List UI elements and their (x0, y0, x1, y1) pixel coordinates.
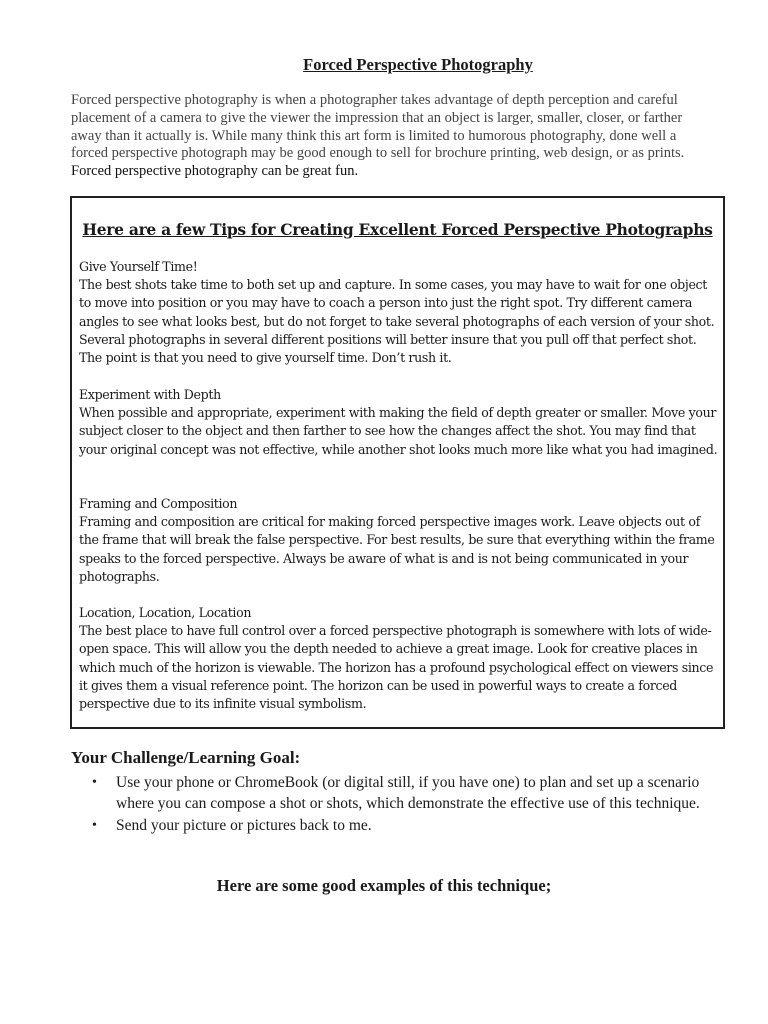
tip-body: The best place to have full control over a forced perspective photograph is somewhere with lots of wide-open space. This will allow you the depth needed to achieve a great image. Look for creative places in which much of the horizon is viewable. The horizon has a profound psychological effect on viewers since it gives them a visual reference point. The horizon can be used in powerful ways to create a forced perspective due to its infinite visual symbolism. (79, 623, 714, 712)
tip-title: Experiment with Depth (79, 387, 221, 402)
tip-body: Framing and composition are critical for making forced perspective images work. Leave objects out of the frame that will break the false perspective. For best results, be sure that everything within the frame speaks to the forced perspective. Always be aware of what is and is not being communicated in your photographs. (79, 514, 715, 584)
tip-time (79, 258, 719, 367)
tip-title: Give Yourself Time! (79, 259, 198, 274)
goal-heading: Your Challenge/Learning Goal: (71, 748, 301, 767)
tips-box (70, 196, 725, 729)
list-item-text: Use your phone or ChromeBook (or digital still, if you have one) to plan and set up a scenario where you can compose a shot or shots, which demonstrate the effective use of this technique. (116, 774, 700, 812)
intro-tail-text: Forced perspective photography can be great fun. (71, 163, 359, 180)
document-title: Forced Perspective Photography (303, 55, 533, 74)
list-item (90, 772, 710, 814)
bullet-icon: • (92, 818, 97, 833)
tip-body: The best shots take time to both set up and capture. In some cases, you may have to wait for one object to move into position or you may have to coach a person into just the right spot. Try different camera angles to see what looks best, but do not forget to take several photographs of each version of your shot. Several photographs in several different positions will better insure that you pull off that perfect shot. The point is that you need to give yourself time. Don’t rush it. (79, 277, 715, 366)
examples-heading: Here are some good examples of this technique; (216, 876, 552, 895)
goal-list (90, 772, 710, 837)
tip-title: Location, Location, Location (79, 605, 252, 620)
tip-body: When possible and appropriate, experiment with making the field of depth greater or smaller. Move your subject closer to the object and then farther to see how the changes affect the shot. You may find that your original concept was not effective, while another shot looks much more like what you had imagined. (79, 405, 718, 457)
list-item-text: Send your picture or pictures back to me. (116, 817, 372, 834)
bullet-icon: • (92, 775, 97, 790)
tip-location (79, 604, 719, 713)
tip-framing (79, 495, 719, 586)
list-item (90, 815, 710, 836)
tip-title: Framing and Composition (79, 496, 238, 511)
intro-main-text: Forced perspective photography is when a photographer takes advantage of depth perception and careful placement of a camera to give the viewer the impression that an object is larger, smaller, closer, or farther away than it actually is. While many think this art form is limited to humorous photography, done well a forced perspective photograph may be good enough to sell for brochure printing, web design, or as prints. (71, 92, 685, 162)
intro-paragraph (71, 92, 711, 181)
tip-depth (79, 386, 719, 459)
tips-heading: Here are a few Tips for Creating Excellent Forced Perspective Photographs (82, 220, 713, 239)
